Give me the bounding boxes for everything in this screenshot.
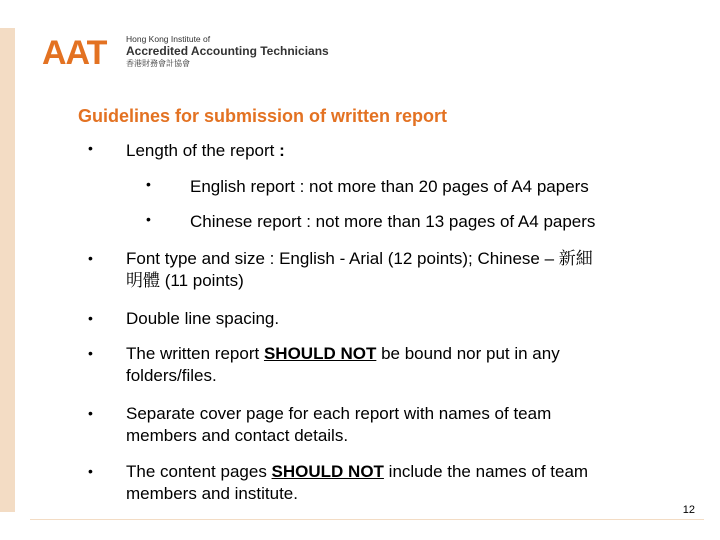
bullet-bound-line-2: folders/files. xyxy=(126,366,217,385)
bullet-length-text: Length of the report xyxy=(126,141,275,160)
sub-bullet-dot: • xyxy=(146,176,151,192)
logo-line-1: Hong Kong Institute of xyxy=(126,34,211,44)
left-accent-strip xyxy=(0,28,15,512)
bullet-dot: • xyxy=(88,345,93,361)
bullet-font xyxy=(126,248,593,292)
bullet-content xyxy=(126,461,588,505)
bullet-length xyxy=(126,140,285,162)
bullet-dot: • xyxy=(88,463,93,479)
bullet-length-colon: : xyxy=(274,141,285,160)
aat-logo xyxy=(42,30,342,80)
bound-pre: The written report xyxy=(126,344,264,363)
slide-title: Guidelines for submission of written report xyxy=(78,106,448,126)
content-emphasis: SHOULD NOT xyxy=(271,462,384,481)
bullet-cover-line-2: members and contact details. xyxy=(126,426,349,445)
logo-line-3: 香港財務會計協會 xyxy=(126,59,190,68)
content-post: include the names of team xyxy=(383,462,589,481)
sub-bullet-dot: • xyxy=(146,211,151,227)
bullet-cover xyxy=(126,403,551,447)
bullet-content-line-2: members and institute. xyxy=(126,484,298,503)
bullet-content-line-1 xyxy=(126,461,588,483)
bullet-bound-line-1 xyxy=(126,343,560,365)
content-pre: The content pages xyxy=(126,462,272,481)
page-number: 12 xyxy=(682,504,695,516)
bullet-spacing: Double line spacing. xyxy=(126,309,280,328)
bullet-font-line-1: Font type and size : English - Arial (12 points); Chinese – 新細 xyxy=(126,249,593,268)
sub-bullet-english: English report : not more than 20 pages of A4 papers xyxy=(190,177,589,196)
bound-post: be bound nor put in any xyxy=(376,344,560,363)
sub-bullet-chinese: Chinese report : not more than 13 pages of A4 papers xyxy=(190,212,596,231)
logo-line-2: Accredited Accounting Technicians xyxy=(126,44,329,58)
bullet-font-line-2: 明體 (11 points) xyxy=(126,271,244,290)
bullet-bound xyxy=(126,343,560,387)
bullet-cover-line-1: Separate cover page for each report with names of team xyxy=(126,404,552,423)
bullet-dot: • xyxy=(88,250,93,266)
bound-emphasis: SHOULD NOT xyxy=(263,344,377,363)
bullet-dot: • xyxy=(88,310,93,326)
logo-mark: AAT xyxy=(42,34,107,72)
bullet-dot: • xyxy=(88,405,93,421)
logo-text xyxy=(126,34,329,69)
bullet-dot: • xyxy=(88,140,93,156)
footer-line xyxy=(30,519,704,520)
